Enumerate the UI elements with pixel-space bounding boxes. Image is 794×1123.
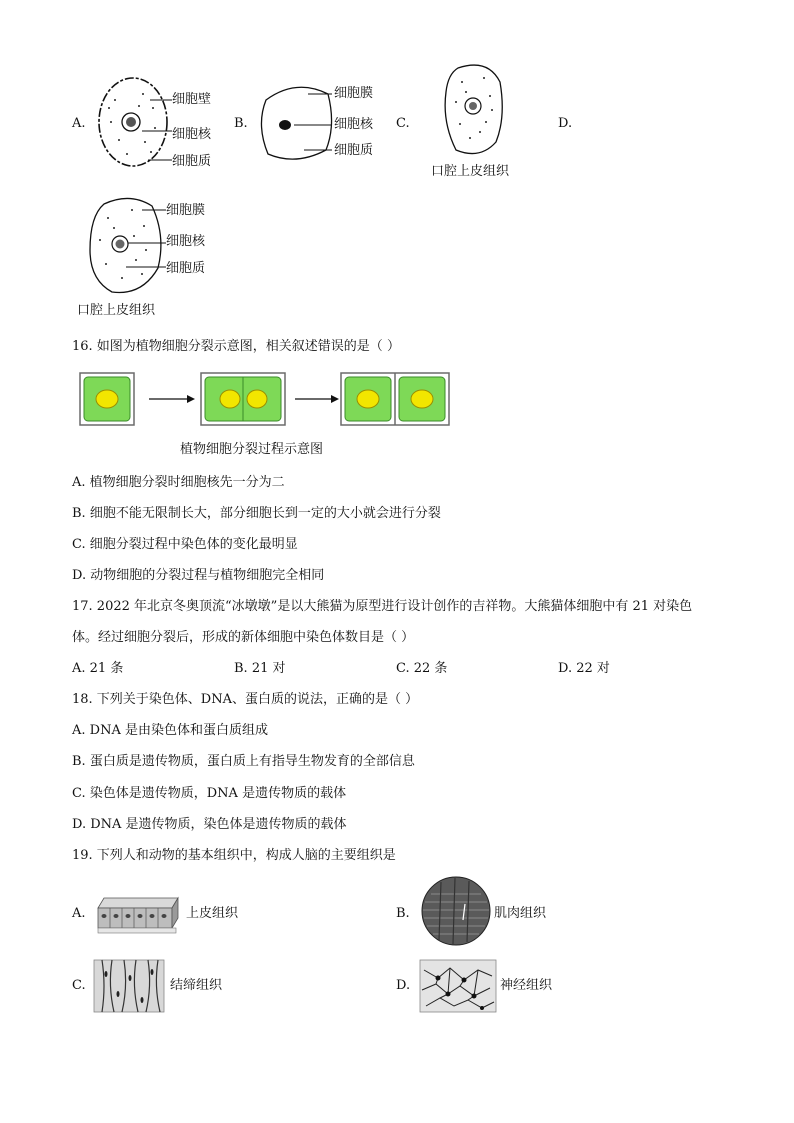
q16-option-a[interactable]: A. 植物细胞分裂时细胞核先一分为二 — [72, 475, 285, 490]
q17-option-d[interactable]: D. 22 对 — [558, 661, 610, 676]
plant-cell-3-nucleus-right — [411, 390, 433, 408]
q17-stem-line2: 体。经过细胞分裂后，形成的新体细胞中染色体数目是（ ） — [72, 630, 415, 645]
q15-b-label-cytoplasm: 细胞质 — [334, 143, 374, 158]
plant-cell-3-nucleus-left — [357, 390, 379, 408]
q15-a-label-wall: 细胞壁 — [172, 92, 212, 107]
q15-d-caption: 口腔上皮组织 — [77, 303, 156, 318]
muscle-tissue-image — [421, 876, 491, 946]
q18-option-b[interactable]: B. 蛋白质是遗传物质，蛋白质上有指导生物发育的全部信息 — [72, 754, 415, 769]
plant-cell-2-nucleus-right — [247, 390, 267, 408]
arrow-2-head — [331, 395, 339, 403]
q19-option-b-letter[interactable]: B. — [396, 906, 410, 921]
q19-stem: 19. 下列人和动物的基本组织中，构成人脑的主要组织是 — [72, 848, 396, 863]
q15-d-label-cytoplasm: 细胞质 — [166, 261, 206, 276]
q16-option-d[interactable]: D. 动物细胞的分裂过程与植物细胞完全相同 — [72, 568, 325, 583]
q16-diagram-caption: 植物细胞分裂过程示意图 — [180, 442, 324, 457]
q18-stem: 18. 下列关于染色体、DNA、蛋白质的说法，正确的是（ ） — [72, 692, 419, 707]
q16-option-b[interactable]: B. 细胞不能无限制长大，部分细胞长到一定的大小就会进行分裂 — [72, 506, 441, 521]
q15-option-c-letter[interactable]: C. — [396, 116, 410, 131]
q15-cell-b-leader-lines — [290, 88, 335, 158]
q15-cell-c-diagram — [440, 62, 506, 160]
q17-stem-line1: 17. 2022 年北京冬奥顶流“冰墩墩”是以大熊猫为原型进行设计创作的吉祥物。大熊猫体细胞中有 21 对染色 — [72, 599, 693, 614]
plant-cell-2-nucleus-left — [220, 390, 240, 408]
q17-option-a[interactable]: A. 21 条 — [72, 661, 124, 676]
q15-d-label-membrane: 细胞膜 — [166, 203, 206, 218]
q15-a-label-nucleus: 细胞核 — [172, 127, 212, 142]
q19-option-d-letter[interactable]: D. — [396, 978, 411, 993]
q15-b-label-nucleus: 细胞核 — [334, 117, 374, 132]
q16-option-c[interactable]: C. 细胞分裂过程中染色体的变化最明显 — [72, 537, 298, 552]
arrow-1-head — [187, 395, 195, 403]
q15-b-label-membrane: 细胞膜 — [334, 86, 374, 101]
q18-option-c[interactable]: C. 染色体是遗传物质，DNA 是遗传物质的载体 — [72, 786, 347, 801]
q17-option-b[interactable]: B. 21 对 — [234, 661, 286, 676]
q19-option-c-letter[interactable]: C. — [72, 978, 86, 993]
q16-cell-division-diagram — [79, 372, 451, 432]
q17-option-c[interactable]: C. 22 条 — [396, 661, 448, 676]
q18-option-d[interactable]: D. DNA 是遗传物质，染色体是遗传物质的载体 — [72, 817, 347, 832]
q15-c-caption: 口腔上皮组织 — [431, 164, 510, 179]
q15-cell-d-leader-lines — [118, 204, 168, 274]
epithelial-tissue-image — [98, 894, 182, 936]
nerve-tissue-image — [420, 960, 496, 1012]
q19-label-muscle: 肌肉组织 — [494, 906, 547, 921]
q15-cell-a-leader-lines — [130, 90, 175, 170]
connective-tissue-image — [94, 960, 164, 1012]
q15-option-a-letter[interactable]: A. — [72, 116, 86, 131]
q19-label-epithelial: 上皮组织 — [186, 906, 239, 921]
q19-label-connective: 结缔组织 — [170, 978, 223, 993]
q18-option-a[interactable]: A. DNA 是由染色体和蛋白质组成 — [72, 723, 268, 738]
q15-d-label-nucleus: 细胞核 — [166, 234, 206, 249]
q19-option-a-letter[interactable]: A. — [72, 906, 86, 921]
plant-cell-1-nucleus — [96, 390, 118, 408]
q15-a-label-cytoplasm: 细胞质 — [172, 154, 212, 169]
q16-stem: 16. 如图为植物细胞分裂示意图，相关叙述错误的是（ ） — [72, 339, 400, 354]
q15-option-d-letter[interactable]: D. — [558, 116, 573, 131]
q15-option-b-letter[interactable]: B. — [234, 116, 248, 131]
q19-label-nerve: 神经组织 — [500, 978, 553, 993]
